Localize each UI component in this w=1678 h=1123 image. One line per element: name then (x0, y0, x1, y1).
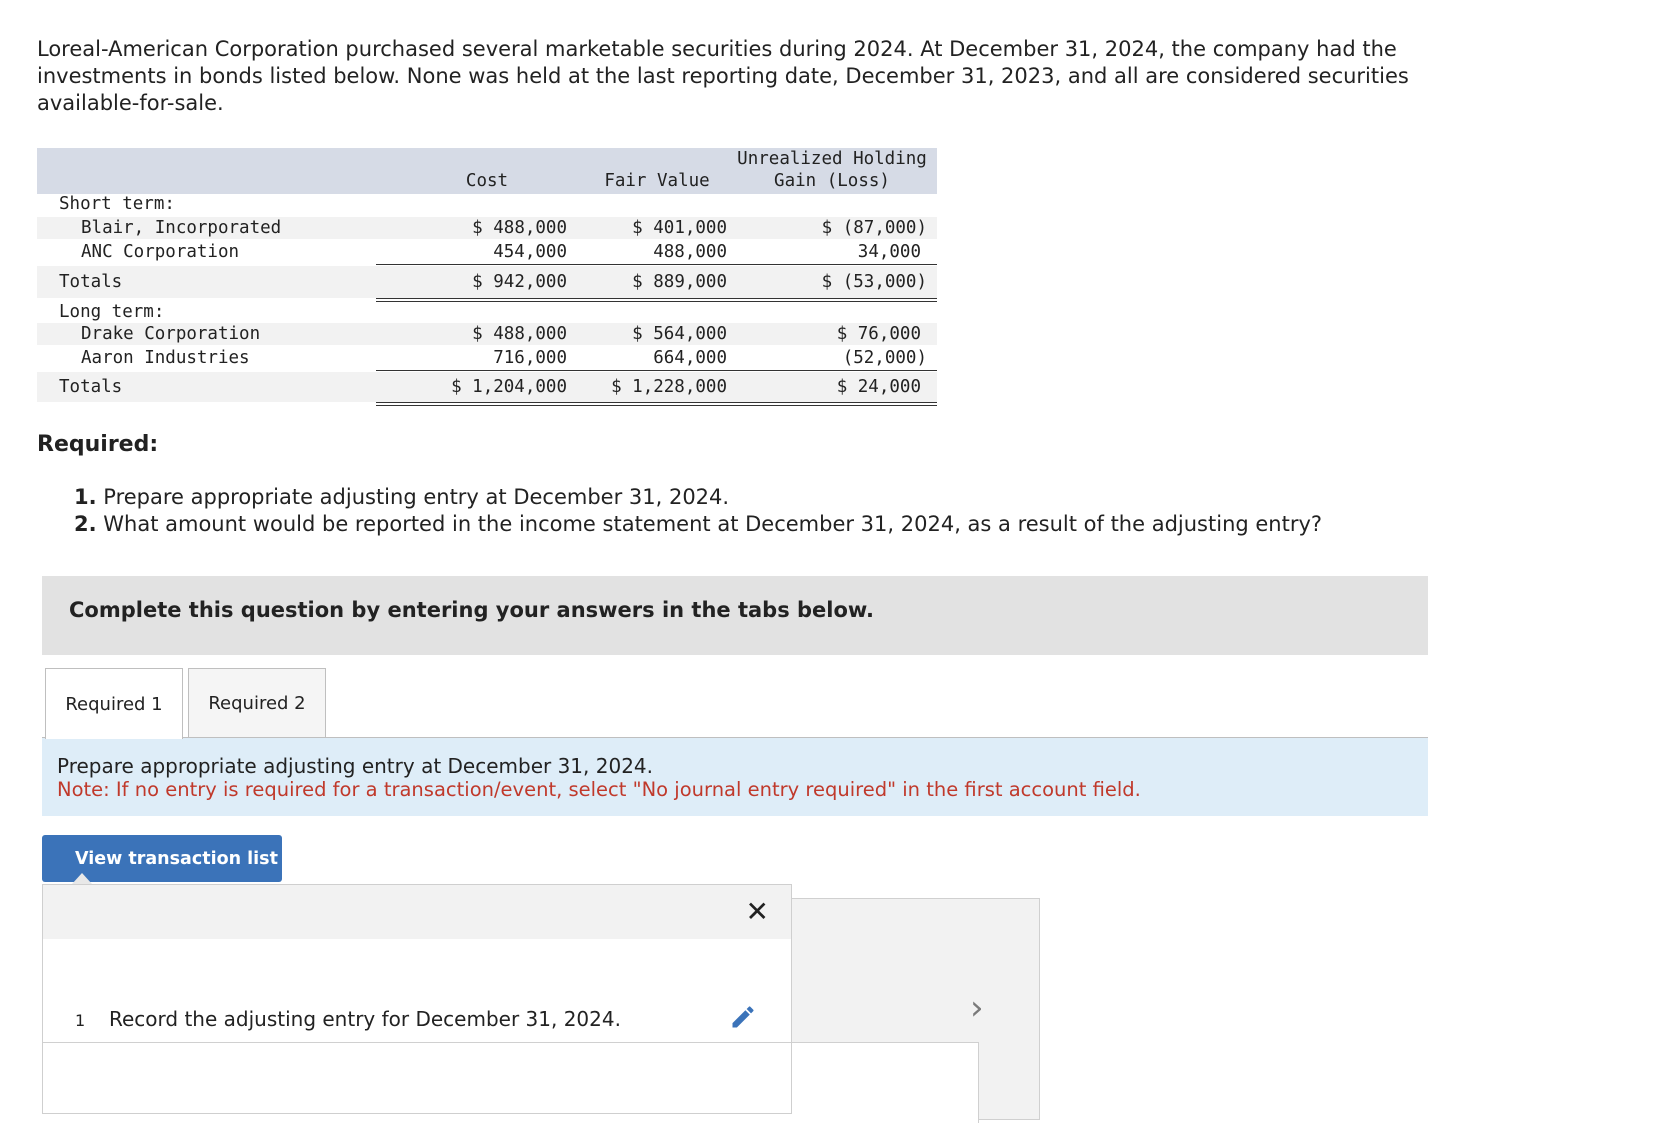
row-divider (43, 1042, 791, 1043)
list-item: 2. What amount would be reported in the income statement at December 31, 2024, as a result of the adjusting entry? (74, 512, 1323, 536)
table-cell: $ 1,228,000 (611, 377, 727, 397)
table-row: Drake Corporation (81, 324, 261, 344)
complete-instructions-banner: Complete this question by entering your answers in the tabs below. (42, 576, 1428, 655)
table-cell: $ (53,000) (821, 272, 927, 292)
table-cell: $ 889,000 (632, 272, 727, 292)
transaction-description[interactable]: Record the adjusting entry for December 31, 2024. (109, 1007, 621, 1031)
transaction-list-popup (42, 884, 792, 1114)
short-term-label: Short term: (59, 194, 175, 214)
header-fair-value: Fair Value (604, 171, 710, 191)
popup-header (43, 885, 791, 939)
table-cell: $ 401,000 (632, 218, 727, 238)
instruction-panel (42, 738, 1428, 816)
list-item: 1. Prepare appropriate adjusting entry at December 31, 2024. (74, 485, 730, 509)
instruction-text: Prepare appropriate adjusting entry at December 31, 2024. (57, 754, 654, 778)
table-row: Blair, Incorporated (81, 218, 282, 238)
close-icon[interactable]: ✕ (745, 895, 769, 928)
table-cell: $ 24,000 (836, 377, 921, 397)
table-cell: $ (87,000) (821, 218, 927, 238)
required-heading: Required: (37, 432, 159, 457)
table-cell: 488,000 (653, 242, 727, 262)
table-cell: $ 564,000 (632, 324, 727, 344)
table-cell: 454,000 (493, 242, 567, 262)
popup-caret (72, 873, 92, 884)
tab-required-1[interactable]: Required 1 (45, 668, 183, 739)
table-cell: (52,000) (842, 348, 927, 368)
problem-intro: Loreal-American Corporation purchased several marketable securities during 2024. At December 31, 2024, the company had the investments in bonds listed below. None was held at the last reporting date, December 31, 2023, and all are considered securities available-for-sale. (37, 37, 1409, 115)
table-cell: $ 942,000 (472, 272, 567, 292)
long-term-label: Long term: (59, 302, 165, 322)
table-cell: $ 1,204,000 (451, 377, 567, 397)
long-totals-label: Totals (59, 377, 123, 397)
table-cell: $ 488,000 (472, 218, 567, 238)
transaction-number: 1 (75, 1011, 86, 1030)
table-cell: 34,000 (857, 242, 921, 262)
view-transaction-list-button[interactable]: View transaction list (42, 835, 282, 882)
required-list (74, 484, 1322, 538)
table-cell: $ 76,000 (836, 324, 921, 344)
journal-panel-inner (790, 1042, 979, 1123)
header-cost: Cost (465, 171, 509, 191)
table-cell: 664,000 (653, 348, 727, 368)
chevron-right-icon[interactable]: › (970, 988, 984, 1028)
instruction-note: Note: If no entry is required for a transaction/event, select "No journal entry required" in the first account field. (57, 778, 1141, 801)
table-cell: $ 488,000 (472, 324, 567, 344)
table-cell: 716,000 (493, 348, 567, 368)
table-row: Aaron Industries (81, 348, 250, 368)
header-gain-line1: Unrealized Holding (737, 149, 927, 169)
securities-table (37, 148, 937, 408)
pencil-icon[interactable] (729, 1003, 757, 1031)
header-gain-line2: Gain (Loss) (774, 171, 890, 191)
tab-required-2[interactable]: Required 2 (188, 668, 326, 738)
short-totals-label: Totals (59, 272, 123, 292)
table-row: ANC Corporation (81, 242, 240, 262)
